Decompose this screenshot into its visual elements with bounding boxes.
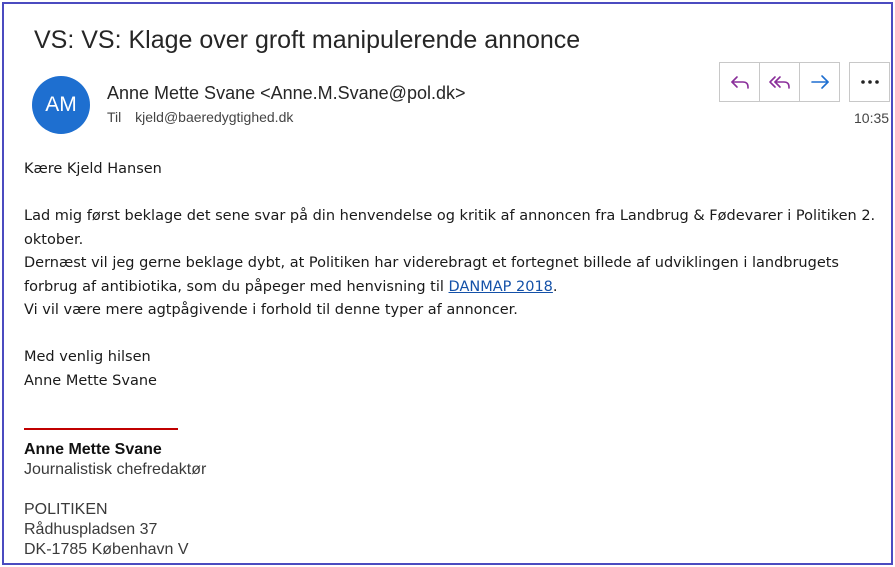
email-subject: VS: VS: Klage over groft manipulerende annonce xyxy=(34,26,581,54)
to-label: Til xyxy=(107,109,122,125)
closing-name: Anne Mette Svane xyxy=(24,372,157,389)
forward-button[interactable] xyxy=(800,63,839,101)
email-body xyxy=(24,158,884,393)
signature-street: Rådhuspladsen 37 xyxy=(24,521,158,538)
body-paragraph-2 xyxy=(24,252,884,299)
danmap-link[interactable]: DANMAP 2018 xyxy=(448,278,553,295)
signature-city: DK-1785 København V xyxy=(24,541,189,558)
recipient-line xyxy=(107,109,293,125)
sender-avatar[interactable]: AM xyxy=(32,76,90,134)
signature-divider xyxy=(24,428,178,430)
signature-name: Anne Mette Svane xyxy=(24,441,162,458)
signature-org: POLITIKEN xyxy=(24,501,108,518)
forward-icon xyxy=(809,71,831,93)
signature xyxy=(24,440,206,560)
body-paragraph-1: Lad mig først beklage det sene svar på din henvendelse og kritik af annoncen fra Landbrug & Fødevarer i Politiken 2. oktober. xyxy=(24,208,876,248)
email-window xyxy=(2,2,893,565)
more-actions-button[interactable] xyxy=(849,62,890,102)
received-time: 10:35 xyxy=(854,110,890,126)
reply-button[interactable] xyxy=(720,63,760,101)
closing: Med venlig hilsen xyxy=(24,349,151,365)
sender-name[interactable]: Anne Mette Svane <Anne.M.Svane@pol.dk> xyxy=(107,83,466,103)
message-actions xyxy=(719,62,840,102)
reply-icon xyxy=(729,71,751,93)
more-icon xyxy=(859,71,881,93)
greeting: Kære Kjeld Hansen xyxy=(24,161,162,177)
reply-all-button[interactable] xyxy=(760,63,800,101)
body-paragraph-2-end: . xyxy=(552,278,558,295)
recipient-address[interactable]: kjeld@baeredygtighed.dk xyxy=(135,109,294,125)
reply-all-icon xyxy=(768,71,792,93)
body-paragraph-3: Vi vil være mere agtpågivende i forhold til denne typer af annoncer. xyxy=(24,302,518,318)
body-paragraph-2-text: Dernæst vil jeg gerne beklage dybt, at Politiken har viderebragt et fortegnet billede af udviklingen i landbrugets forbrug af antibiotika, som du påpeger med henvisning til xyxy=(24,255,839,295)
signature-title: Journalistisk chefredaktør xyxy=(24,461,207,478)
